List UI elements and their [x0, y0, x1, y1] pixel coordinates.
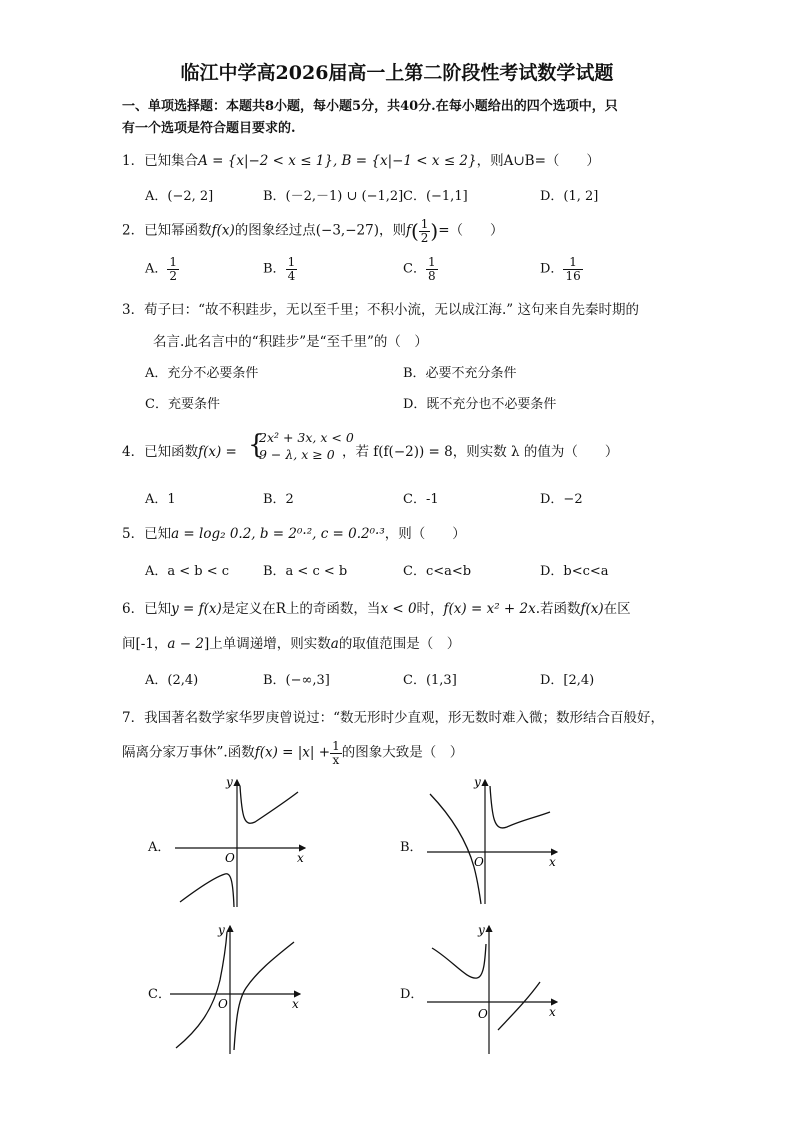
section-heading — [122, 96, 682, 140]
question-3-line2: 名言.此名言中的“积跬步”是“至千里”的（ ） — [153, 334, 428, 350]
q6-option-a[interactable]: A．(2,4) — [145, 673, 199, 688]
x-label: x — [549, 1005, 556, 1019]
q3-option-b[interactable]: B．必要不充分条件 — [403, 366, 517, 381]
q7-graph-d[interactable] — [422, 920, 567, 1060]
y-label: y — [226, 775, 233, 789]
x-label: x — [292, 997, 299, 1011]
q4-brace: { — [248, 430, 265, 460]
q4-prefix: 4．已知函数f(x) = — [122, 444, 237, 460]
section-heading-line1: 一、单项选择题：本题共8小题，每小题5分，共40分.在每小题给出的四个选项中，只 — [122, 99, 618, 114]
q7-graph-a-label[interactable]: A． — [148, 840, 171, 855]
x-label: x — [549, 855, 556, 869]
y-label: y — [478, 923, 485, 937]
q5-expr: a = log₂ 0.2, b = 2⁰·², c = 0.2⁰·³ — [171, 526, 385, 542]
q2-arg-fraction: $\frac{1}{2}$ — [420, 217, 429, 245]
question-5-stem: 5．已知a = log₂ 0.2, b = 2⁰·², c = 0.2⁰·³，则（ ） — [122, 526, 466, 542]
q3-option-a[interactable]: A．充分不必要条件 — [145, 366, 259, 381]
question-3-line1: 3．荀子曰：“故不积跬步，无以至千里；不积小流，无以成江海.” 这句来自先秦时期的 — [122, 302, 639, 318]
q2-option-c[interactable]: C． $\frac{1}{8}$ — [403, 255, 436, 283]
question-6-line1: 6．已知y = f(x)是定义在R上的奇函数，当x < 0时，f(x) = x² + 2x.若函数f(x)在区 — [122, 601, 631, 617]
q7-graph-d-label[interactable]: D． — [400, 987, 424, 1002]
q1-option-b[interactable]: B．(－2,－1) ∪ (−1,2] — [263, 189, 404, 204]
q4-piece-1: 2x² + 3x, x < 0 — [259, 430, 354, 445]
q7-graph-c[interactable] — [168, 920, 313, 1060]
curve-right — [498, 982, 540, 1030]
q7-graph-c-label[interactable]: C． — [148, 987, 171, 1002]
question-6-line2: 间[-1，a − 2]上单调递增，则实数a的取值范围是（ ） — [122, 636, 461, 652]
origin-label: O — [225, 851, 235, 865]
q4-fx: f(x) = — [198, 444, 237, 460]
q2-option-a[interactable]: A． $\frac{1}{2}$ — [145, 255, 178, 283]
origin-label: O — [474, 855, 484, 869]
q5-option-d[interactable]: D．b<c<a — [540, 564, 609, 579]
q3-option-c[interactable]: C．充要条件 — [145, 397, 220, 412]
q2-option-d[interactable]: D． $\frac{1}{16}$ — [540, 255, 581, 283]
q2-point: (−3,−27) — [315, 222, 379, 239]
q6-option-d[interactable]: D．[2,4) — [540, 673, 595, 688]
q2-option-b[interactable]: B． $\frac{1}{4}$ — [263, 255, 296, 283]
q1-suffix: ，则A∪B=（ ） — [476, 153, 600, 169]
curve-right — [234, 942, 294, 1050]
y-label: y — [218, 923, 225, 937]
q6-option-b[interactable]: B．(−∞,3] — [263, 673, 330, 688]
curve-left — [180, 874, 234, 907]
section-heading-line2: 有一个选项是符合题目要求的. — [122, 121, 296, 136]
q6-option-c[interactable]: C．(1,3] — [403, 673, 457, 688]
q7-graph-a[interactable] — [170, 772, 315, 912]
q1-option-a[interactable]: A．(−2, 2] — [145, 189, 214, 204]
question-7-line1: 7．我国著名数学家华罗庚曾说过：“数无形时少直观，形无数时难入微；数形结合百般好， — [122, 710, 664, 726]
q5-option-b[interactable]: B．a < c < b — [263, 564, 348, 579]
q1-prefix: 1．已知集合 — [122, 153, 199, 169]
curve-right — [240, 786, 298, 823]
q1-option-d[interactable]: D．(1, 2] — [540, 189, 599, 204]
q2-mid2: ，则 — [378, 222, 406, 239]
q2-mid: 的图象经过点 — [234, 222, 316, 239]
q4-piecewise — [259, 429, 354, 463]
origin-label: O — [218, 997, 228, 1011]
curve-left — [432, 944, 486, 978]
q7-graph-b[interactable] — [422, 772, 567, 912]
q4-piece-2: 9 − λ, x ≥ 0 — [259, 447, 335, 462]
question-7-line2: 隔离分家万事休”.函数f(x) = |x| + $\frac{1}{x}$ 的图象大致是（ ） — [122, 739, 464, 767]
page-title: 临江中学高2026届高一上第二阶段性考试数学试题 — [180, 62, 614, 84]
q3-option-d[interactable]: D．既不充分也不必要条件 — [403, 397, 557, 412]
y-label: y — [474, 775, 481, 789]
curve-left — [430, 794, 481, 904]
x-label: x — [297, 851, 304, 865]
question-2-stem: 2．已知幂函数f(x)的图象经过点(−3,−27)，则f( $\frac{1}{2}$ )=（ ） — [122, 217, 504, 245]
q2-suffix: =（ ） — [438, 222, 504, 239]
q2-fx: f(x) — [211, 222, 235, 239]
origin-label: O — [478, 1007, 488, 1021]
q4-option-b[interactable]: B．2 — [263, 492, 294, 507]
curve-right — [490, 786, 550, 828]
q7-fraction: $\frac{1}{x}$ — [332, 739, 340, 767]
q4-suffix: ，若 f(f(−2)) = 8，则实数 λ 的值为（ ） — [342, 444, 619, 460]
curve-left — [176, 932, 227, 1048]
q2-f: f — [405, 222, 411, 239]
q4-option-d[interactable]: D．−2 — [540, 492, 583, 507]
q4-option-c[interactable]: C．-1 — [403, 492, 439, 507]
q7-graph-b-label[interactable]: B． — [400, 840, 423, 855]
q4-option-a[interactable]: A．1 — [145, 492, 176, 507]
q5-option-c[interactable]: C．c<a<b — [403, 564, 472, 579]
q2-prefix: 2．已知幂函数 — [122, 222, 212, 239]
q1-option-c[interactable]: C．(−1,1] — [403, 189, 468, 204]
q5-option-a[interactable]: A．a < b < c — [145, 564, 230, 579]
question-1-stem — [122, 149, 600, 169]
q1-sets: A = {x|−2 < x ≤ 1}, B = {x|−1 < x ≤ 2} — [198, 153, 477, 169]
